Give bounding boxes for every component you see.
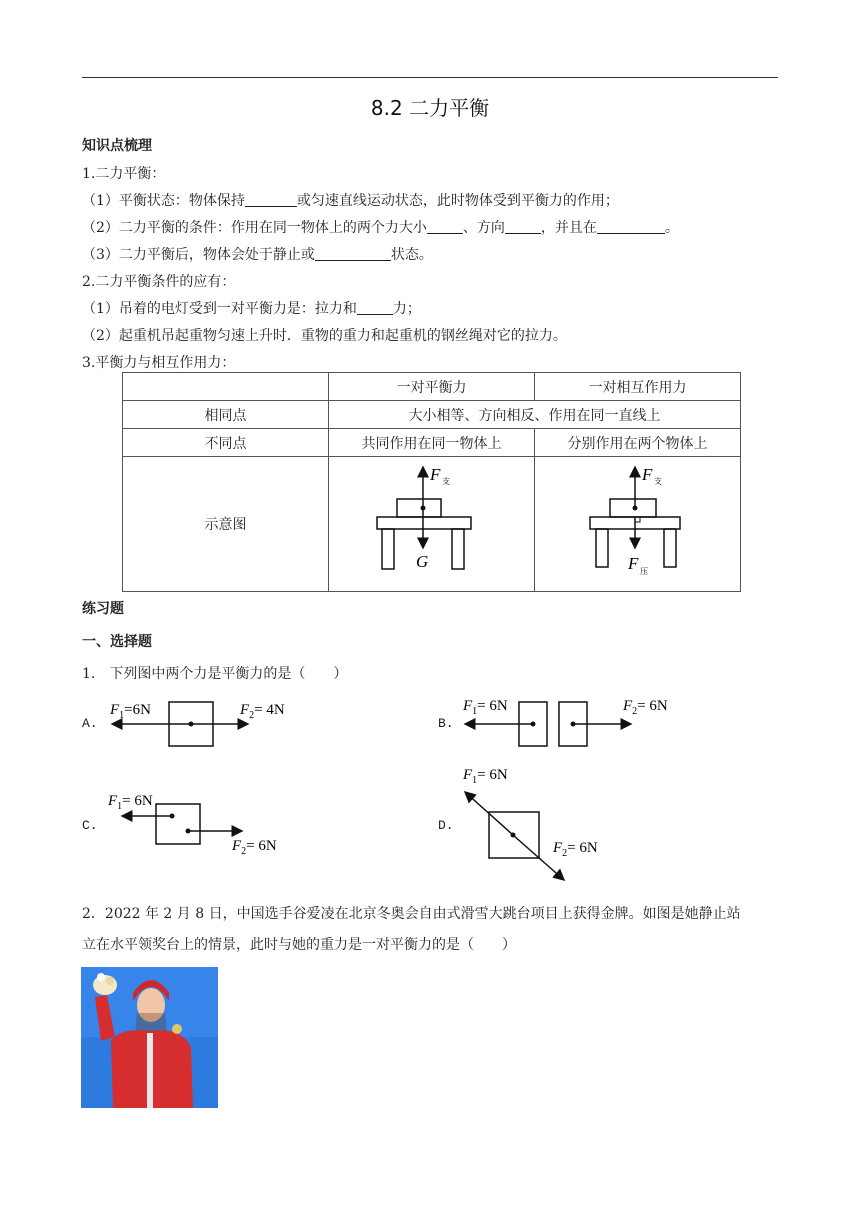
table-row-diff-label: 不同点 — [123, 429, 329, 457]
support-force-label: F — [641, 465, 652, 484]
p1-item3 — [82, 244, 433, 264]
fill-blank[interactable] — [315, 246, 391, 261]
fill-blank[interactable] — [505, 219, 541, 234]
force-1-label: $F_1= 6N$ — [463, 767, 508, 786]
table-leg-left — [596, 529, 608, 567]
p3-head: 3.平衡力与相互作用力： — [82, 355, 236, 371]
p2-item1-part2: 力； — [392, 301, 421, 317]
force-2-label: $F_2= 6N$ — [232, 838, 277, 857]
fill-blank[interactable] — [427, 219, 463, 234]
force-1-label: $F_1=6N$ — [110, 702, 151, 721]
page-title: 8.2 二力平衡 — [370, 96, 490, 120]
p1-item2-part4: 。 — [664, 220, 679, 236]
p1-item2-part2: 、方向 — [462, 220, 505, 236]
flower-bouquet — [93, 975, 117, 995]
option-b-label[interactable]: B. — [438, 716, 454, 731]
center-dot — [189, 722, 194, 727]
p1-item1-part2: 或匀速直线运动状态，此时物体受到平衡力的作用； — [296, 193, 619, 209]
jacket-zipper-stripe — [147, 1033, 153, 1108]
pressure-force-label: F — [627, 554, 638, 573]
center-dot — [632, 506, 637, 511]
comparison-table — [122, 372, 741, 592]
table-diagram-balance — [329, 457, 535, 592]
support-force-label: F — [429, 465, 440, 484]
gold-medal-shape — [172, 1024, 182, 1034]
p1-item2-part1: （2）二力平衡的条件：作用在同一物体上的两个力大小 — [82, 220, 427, 236]
section-knowledge: 知识点梳理 — [82, 138, 152, 154]
option-a-label[interactable]: A. — [82, 716, 98, 731]
point-2-dot — [186, 829, 191, 834]
p2-item1 — [82, 298, 421, 318]
p1-item3-part2: 状态。 — [390, 247, 433, 263]
p2-item2: （2）起重机吊起重物匀速上升时．重物的重力和起重机的钢丝绳对它的拉力。 — [82, 328, 567, 344]
option-d-label[interactable]: D. — [438, 818, 454, 833]
table-leg-left — [382, 529, 394, 569]
balance-force-diagram — [372, 462, 492, 582]
support-force-subscript: 支 — [653, 477, 662, 486]
table-header-interaction: 一对相互作用力 — [535, 373, 741, 401]
section-exercise: 练习题 — [82, 601, 124, 617]
center-dot — [511, 833, 516, 838]
question-2-line1: 2．2022 年 2 月 8 日，中国选手谷爱凌在北京冬奥会自由式滑雪大跳台项目上获得金牌。如图是她静止站 — [82, 906, 741, 922]
gravity-label: G — [415, 552, 428, 571]
support-force-subscript: 支 — [441, 477, 450, 486]
p1-item1-part1: （1）平衡状态：物体保持 — [82, 193, 245, 209]
table-leg-right — [664, 529, 676, 567]
force-1-label: $F_1= 6N$ — [108, 793, 153, 812]
table-diff-interaction: 分别作用在两个物体上 — [535, 429, 741, 457]
fill-blank[interactable] — [357, 300, 393, 315]
bouquet-flower — [97, 973, 105, 981]
p1-head: 1.二力平衡： — [82, 166, 166, 182]
table-row-same-label: 相同点 — [123, 401, 329, 429]
fill-blank[interactable] — [597, 219, 665, 234]
p1-item2-part3: ，并且在 — [540, 220, 597, 236]
header-rule — [82, 77, 778, 78]
option-b-figure — [455, 690, 695, 752]
table-row-diagram-label: 示意图 — [123, 457, 329, 592]
table-diagram-interaction — [535, 457, 741, 592]
table-corner-cell — [123, 373, 329, 401]
center-dot — [420, 506, 425, 511]
table-leg-right — [452, 529, 464, 569]
point-1-dot — [170, 814, 175, 819]
table-header-balance: 一对平衡力 — [329, 373, 535, 401]
block-shape — [397, 499, 441, 517]
interaction-force-diagram — [578, 462, 698, 582]
athlete-photo — [81, 967, 218, 1108]
question-2-line2: 立在水平领奖台上的情景，此时与她的重力是一对平衡力的是（ ） — [82, 937, 516, 953]
center-dot — [571, 722, 576, 727]
p1-item3-part1: （3）二力平衡后，物体会处于静止或 — [82, 247, 315, 263]
option-a-figure — [100, 692, 300, 752]
center-dot — [531, 722, 536, 727]
option-c-label[interactable]: C. — [82, 818, 98, 833]
force-2-label: $F_2= 4N$ — [240, 702, 285, 721]
question-1: 1． 下列图中两个力是平衡力的是（ ） — [82, 666, 348, 682]
p1-item1 — [82, 190, 619, 210]
p2-item1-part1: （1）吊着的电灯受到一对平衡力是：拉力和 — [82, 301, 357, 317]
table-same-value: 大小相等、方向相反、作用在同一直线上 — [329, 401, 741, 429]
pressure-force-subscript: 压 — [639, 567, 648, 576]
p1-item2 — [82, 217, 679, 237]
force-1-label: $F_1= 6N$ — [463, 698, 508, 717]
force-2-label: $F_2= 6N$ — [623, 698, 668, 717]
section-choice: 一、选择题 — [82, 634, 152, 650]
table-top-shape — [377, 517, 471, 529]
bouquet-flower — [106, 977, 114, 985]
fill-blank[interactable] — [245, 192, 297, 207]
table-diff-balance: 共同作用在同一物体上 — [329, 429, 535, 457]
p2-head: 2.二力平衡条件的应有： — [82, 274, 236, 290]
box-shape — [156, 804, 200, 844]
option-c-figure — [100, 788, 300, 860]
force-2-label: $F_2= 6N$ — [553, 840, 598, 859]
option-d-figure — [455, 762, 675, 884]
